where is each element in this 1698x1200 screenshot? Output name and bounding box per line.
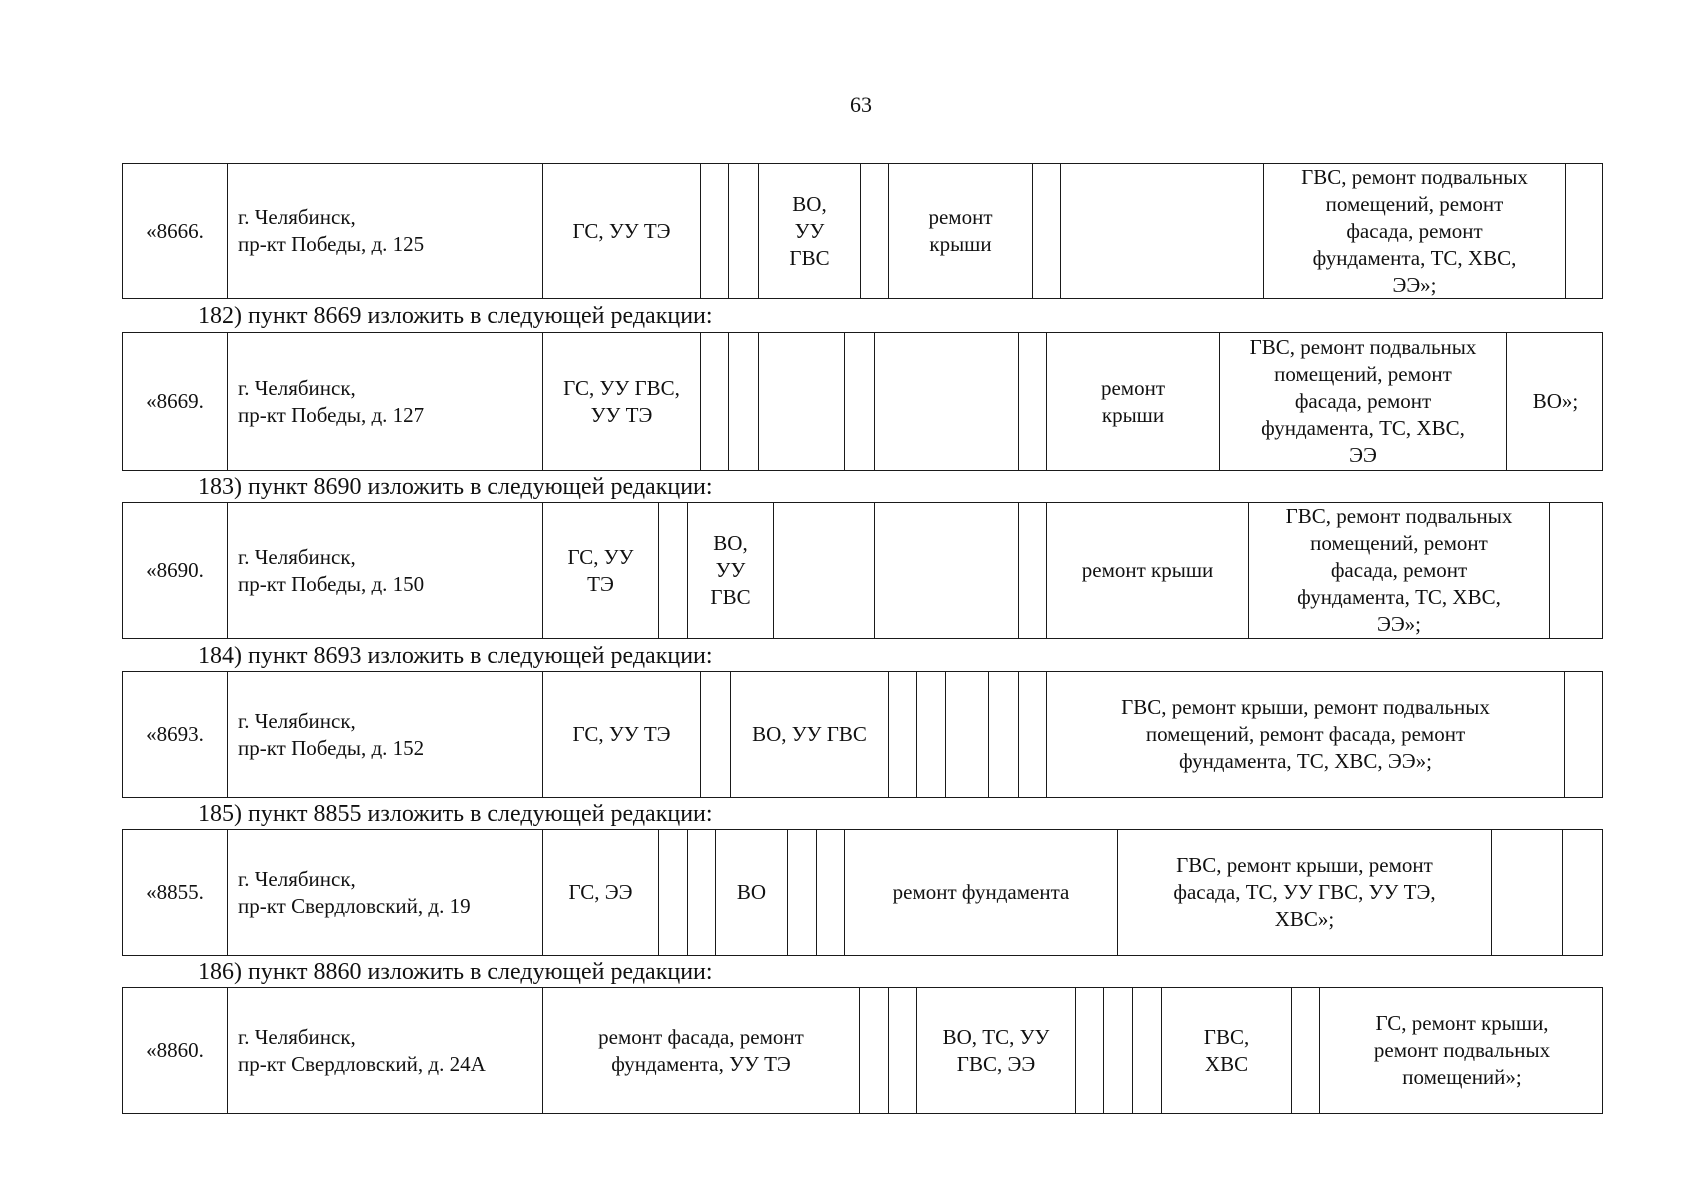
address-cell: г. Челябинск, пр-кт Победы, д. 127 [227, 333, 542, 470]
table-cell [700, 333, 728, 470]
table-cell: ВО [715, 830, 787, 955]
table-cell: ГС, УУ ТЭ [542, 503, 658, 638]
table-cell [1565, 164, 1604, 298]
table-cell [1291, 988, 1319, 1113]
address-cell: г. Челябинск, пр-кт Победы, д. 125 [227, 164, 542, 298]
table-cell [859, 988, 888, 1113]
address-cell: г. Челябинск, пр-кт Победы, д. 150 [227, 503, 542, 638]
table-cell [773, 503, 874, 638]
table-row [122, 332, 1603, 471]
table-cell: ГВС, ремонт подвальных помещений, ремонт фасада, ремонт фундамента, ТС, ХВС, ЭЭ»; [1263, 164, 1565, 298]
table-cell: ВО, УУ ГВС [730, 672, 888, 797]
address-cell: г. Челябинск, пр-кт Свердловский, д. 19 [227, 830, 542, 955]
table-cell [1103, 988, 1132, 1113]
table-cell: ГС, ЭЭ [542, 830, 658, 955]
table-cell [1075, 988, 1103, 1113]
table-cell: ВО»; [1506, 333, 1604, 470]
table-row [122, 671, 1603, 798]
table-cell: ВО, УУ ГВС [758, 164, 860, 298]
table-cell [988, 672, 1018, 797]
table-cell [1060, 164, 1263, 298]
table-cell: ремонт крыши [1046, 503, 1248, 638]
table-cell [1564, 672, 1604, 797]
item-number-cell: «8693. [146, 722, 204, 746]
table-cell [658, 503, 687, 638]
table-cell [687, 830, 715, 955]
item-number-cell: «8666. [146, 218, 204, 243]
table-row [122, 502, 1603, 639]
amendment-instruction: 182) пункт 8669 изложить в следующей редакции: [198, 303, 713, 329]
table-cell [1018, 333, 1046, 470]
table-cell: ремонт фасада, ремонт фундамента, УУ ТЭ [542, 988, 859, 1113]
table-cell: ГС, ремонт крыши, ремонт подвальных помещений»; [1319, 988, 1604, 1113]
table-cell [1018, 672, 1046, 797]
table-cell [728, 164, 758, 298]
amendment-instruction: 186) пункт 8860 изложить в следующей редакции: [198, 959, 713, 985]
table-cell [860, 164, 888, 298]
table-cell [758, 333, 844, 470]
table-cell [700, 672, 730, 797]
address-cell: г. Челябинск, пр-кт Свердловский, д. 24А [227, 988, 542, 1113]
table-cell: ГВС, ремонт крыши, ремонт фасада, ТС, УУ ГВС, УУ ТЭ, ХВС»; [1117, 830, 1491, 955]
table-cell [658, 830, 687, 955]
table-row [122, 829, 1603, 956]
table-cell: ремонт фундамента [844, 830, 1117, 955]
table-cell [888, 988, 916, 1113]
table-cell [787, 830, 816, 955]
table-cell [888, 672, 916, 797]
table-cell: ГС, УУ ГВС, УУ ТЭ [542, 333, 700, 470]
table-cell: ГС, УУ ТЭ [542, 164, 700, 298]
table-cell [916, 672, 945, 797]
table-cell [700, 164, 728, 298]
table-cell [1032, 164, 1060, 298]
table-cell: ВО, ТС, УУ ГВС, ЭЭ [916, 988, 1075, 1113]
table-cell: ГВС, ремонт подвальных помещений, ремонт фасада, ремонт фундамента, ТС, ХВС, ЭЭ»; [1248, 503, 1549, 638]
table-cell: ремонт крыши [1046, 333, 1219, 470]
table-cell [1491, 830, 1562, 955]
address-cell: г. Челябинск, пр-кт Победы, д. 152 [227, 672, 542, 797]
table-cell: ГВС, ХВС [1161, 988, 1291, 1113]
table-cell [1549, 503, 1604, 638]
table-cell [874, 503, 1018, 638]
table-cell: ГС, УУ ТЭ [542, 672, 700, 797]
table-cell: ремонт крыши [888, 164, 1032, 298]
table-cell: ВО, УУ ГВС [687, 503, 773, 638]
table-row [122, 163, 1603, 299]
item-number-cell: «8669. [146, 389, 204, 413]
page-number: 63 [850, 92, 872, 117]
table-cell: ГВС, ремонт крыши, ремонт подвальных помещений, ремонт фасада, ремонт фундамента, ТС, ХВС, ЭЭ»; [1046, 672, 1564, 797]
table-row [122, 987, 1603, 1114]
table-cell: ГВС, ремонт подвальных помещений, ремонт фасада, ремонт фундамента, ТС, ХВС, ЭЭ [1219, 333, 1506, 470]
table-cell [844, 333, 874, 470]
table-cell [945, 672, 988, 797]
table-cell [1562, 830, 1604, 955]
amendment-instruction: 183) пункт 8690 изложить в следующей редакции: [198, 474, 713, 500]
item-number-cell: «8690. [146, 558, 204, 582]
table-cell [816, 830, 844, 955]
amendment-instruction: 184) пункт 8693 изложить в следующей редакции: [198, 643, 713, 669]
item-number-cell: «8855. [146, 880, 204, 904]
amendment-instruction: 185) пункт 8855 изложить в следующей редакции: [198, 801, 713, 827]
item-number-cell: «8860. [146, 1038, 204, 1062]
table-cell [728, 333, 758, 470]
table-cell [1018, 503, 1046, 638]
table-cell [874, 333, 1018, 470]
table-cell [1132, 988, 1161, 1113]
